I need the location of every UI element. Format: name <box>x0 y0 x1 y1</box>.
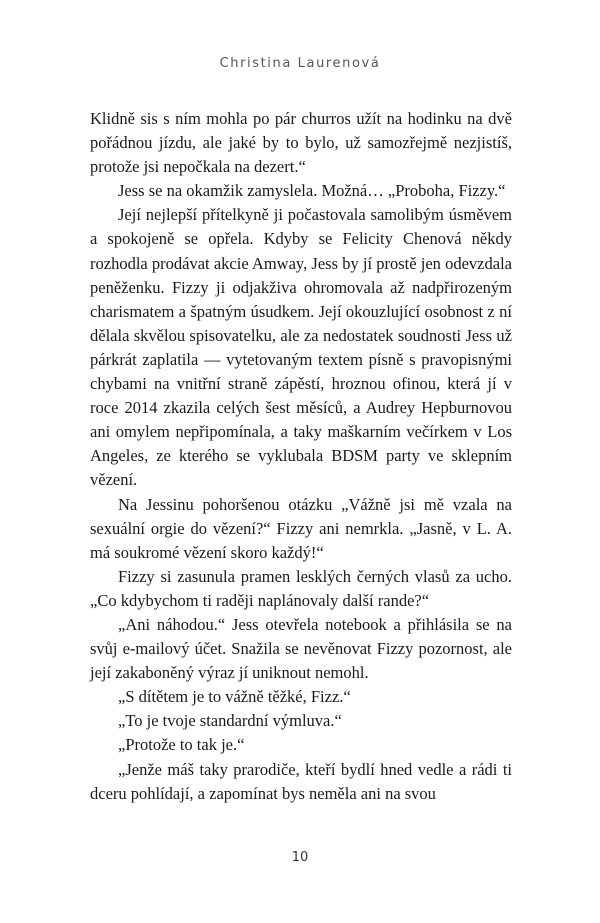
running-head: Christina Laurenová <box>219 56 381 71</box>
paragraph: „S dítětem je to vážně těžké, Fizz.“ <box>118 687 351 707</box>
paragraph: „Jenže máš taky prarodiče, kteří bydlí hned vedle a rádi ti dceru pohlídají, a zapomínat bys neměla ani na svou <box>90 759 512 803</box>
body-text <box>90 107 512 806</box>
paragraph: Jess se na okamžik zamyslela. Možná… „Proboha, Fizzy.“ <box>118 181 506 201</box>
paragraph: „Protože to tak je.“ <box>118 735 245 755</box>
paragraph: „Ani náhodou.“ Jess otevřela notebook a přihlásila se na svůj e-mailový účet. Snažila se nevěnovat Fizzy pozornost, ale její zakaboněný výraz jí uniknout nemohl. <box>90 614 512 683</box>
page-number: 10 <box>291 850 309 865</box>
paragraph: Fizzy si zasunula pramen lesklých černých vlasů za ucho. „Co kdybychom ti raději naplánovaly další rande?“ <box>90 566 512 610</box>
paragraph: „To je tvoje standardní výmluva.“ <box>118 711 342 731</box>
paragraph: Klidně sis s ním mohla po pár churros užít na hodinku na dvě pořádnou jízdu, ale jaké by to bylo, už samozřejmě nezjistíš, protože jsi nepočkala na dezert.“ <box>90 109 512 177</box>
paragraph: Její nejlepší přítelkyně ji počastovala samolibým úsměvem a spokojeně se opřela. Kdyby se Felicity Chenová někdy rozhodla prodávat akcie Amway, Jess by jí prostě jen odevzdala peněženku. Fizzy ji odjakživa ohromovala až nadpřirozeným charismatem a špatným úsudkem. Její okouzlující osobnost z ní dělala skvělou spisovatelku, ale za nedostatek soudnosti Jess už párkrát zaplatila — vytetovaným textem písně s pravopisnými chybami na vnitřní straně zápěstí, hroznou ofinou, která jí v roce 2014 zkazila celých šest měsíců, a Audrey Hepburnovou ani omylem nepřipomínala, a taky maškarním večírkem v Los Angeles, ze kterého se vyklubala BDSM party ve sklepním vězení. <box>90 205 512 490</box>
paragraph: Na Jessinu pohoršenou otázku „Vážně jsi mě vzala na sexuální orgie do vězení?“ Fizzy ani nemrkla. „Jasně, v L. A. má soukromé vězení skoro každý!“ <box>90 494 512 562</box>
